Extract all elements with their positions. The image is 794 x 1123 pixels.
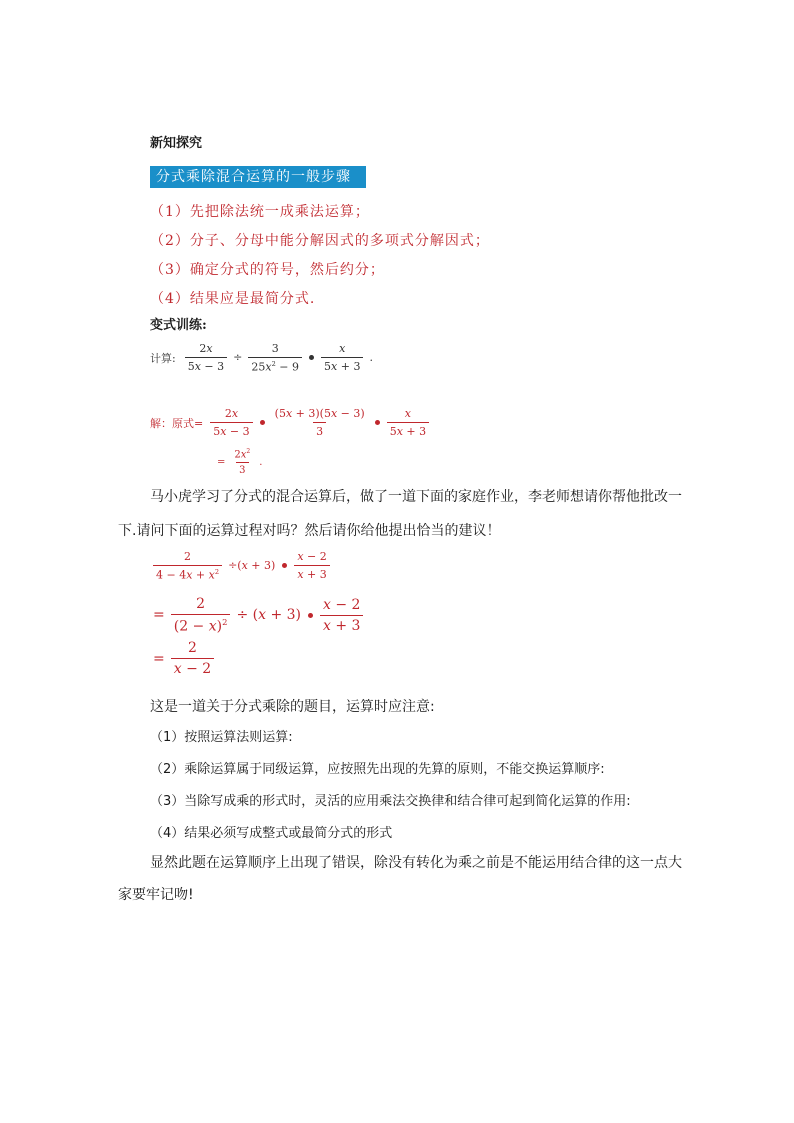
solution-equation-2 bbox=[214, 448, 265, 476]
step-item: （3）确定分式的符号，然后约分； bbox=[150, 262, 385, 278]
question-equation bbox=[150, 342, 376, 374]
fraction: $\frac{x}{5x + 3}$ bbox=[387, 407, 429, 438]
note-item: （3）当除写成乘的形式时，灵活的应用乘法交换律和结合律可起到简化运算的作用: bbox=[150, 794, 631, 809]
fraction: $\frac{2}{x - 2}$ bbox=[171, 640, 214, 677]
note-item: （4）结果必须写成整式或最简分式的形式 bbox=[150, 826, 393, 841]
multiply-dot bbox=[375, 420, 380, 425]
divide-sign: ÷(x + 3) bbox=[228, 559, 276, 573]
question-end: . bbox=[369, 351, 373, 365]
step-item: （4）结果应是最简分式. bbox=[150, 291, 316, 307]
fraction: $\frac{2x^2}{3}$ bbox=[234, 448, 251, 477]
divide-sign: ÷ bbox=[233, 351, 243, 365]
multiply-dot bbox=[282, 563, 287, 568]
steps-list bbox=[150, 202, 490, 318]
paragraph-line: 家要牢记吻! bbox=[118, 887, 194, 903]
equals-sign: = bbox=[217, 456, 226, 468]
paragraph-line: 马小虎学习了分式的混合运算后，做了一道下面的家庭作业，李老师想请你帮他批改一 bbox=[150, 489, 682, 505]
fraction: $\frac{(5x + 3)(5x - 3)}{3}$ bbox=[274, 407, 365, 438]
multiply-dot bbox=[308, 613, 313, 618]
fraction: $\frac{3}{25x^2 - 9}$ bbox=[248, 342, 302, 374]
fraction: $\frac{2x}{5x - 3}$ bbox=[185, 342, 227, 373]
note-item: （1）按照运算法则运算: bbox=[150, 730, 293, 745]
notes-list bbox=[150, 728, 631, 856]
question-lead: 计算: bbox=[150, 351, 176, 365]
multiply-dot bbox=[260, 420, 265, 425]
divide-sign: ÷ (x + 3) bbox=[236, 607, 302, 624]
paragraph-line: 下.请问下面的运算过程对吗？然后请你给他提出恰当的建议！ bbox=[118, 523, 501, 539]
fraction: $\frac{x - 2}{x + 3}$ bbox=[294, 550, 329, 581]
steps-banner: 分式乘除混合运算的一般步骤 bbox=[150, 166, 366, 188]
fraction: $\frac{2}{4 - 4x + x^2}$ bbox=[153, 550, 222, 582]
step-item: （2）分子、分母中能分解因式的多项式分解因式； bbox=[150, 233, 490, 249]
equals-sign: = bbox=[153, 607, 165, 624]
fraction: $\frac{2x}{5x - 3}$ bbox=[210, 407, 252, 438]
step-item: （1）先把除法统一成乘法运算； bbox=[150, 204, 370, 220]
fraction: $\frac{x}{5x + 3}$ bbox=[321, 342, 363, 373]
solution-equation-1 bbox=[150, 407, 432, 438]
solution-lead: 解：原式= bbox=[150, 416, 204, 430]
equals-sign: = bbox=[153, 650, 165, 667]
note-item: （2）乘除运算属于同级运算，应按照先出现的先算的原则，不能交换运算顺序: bbox=[150, 762, 605, 777]
fraction: $\frac{x - 2}{x + 3}$ bbox=[320, 597, 363, 634]
exercise-title: 变式训练: bbox=[150, 318, 207, 333]
solution-end: . bbox=[259, 456, 263, 468]
section-title: 新知探究 bbox=[150, 136, 203, 151]
homework-equation-1 bbox=[150, 550, 333, 582]
multiply-dot bbox=[309, 355, 314, 360]
fraction: $\frac{2}{(2 - x)^2}$ bbox=[171, 596, 231, 635]
paragraph-line: 这是一道关于分式乘除的题目，运算时应注意: bbox=[150, 699, 435, 715]
homework-equation-3 bbox=[150, 640, 217, 677]
homework-equation-2 bbox=[150, 596, 366, 635]
paragraph-line: 显然此题在运算顺序上出现了错误，除没有转化为乘之前是不能运用结合律的这一点大 bbox=[150, 855, 682, 871]
